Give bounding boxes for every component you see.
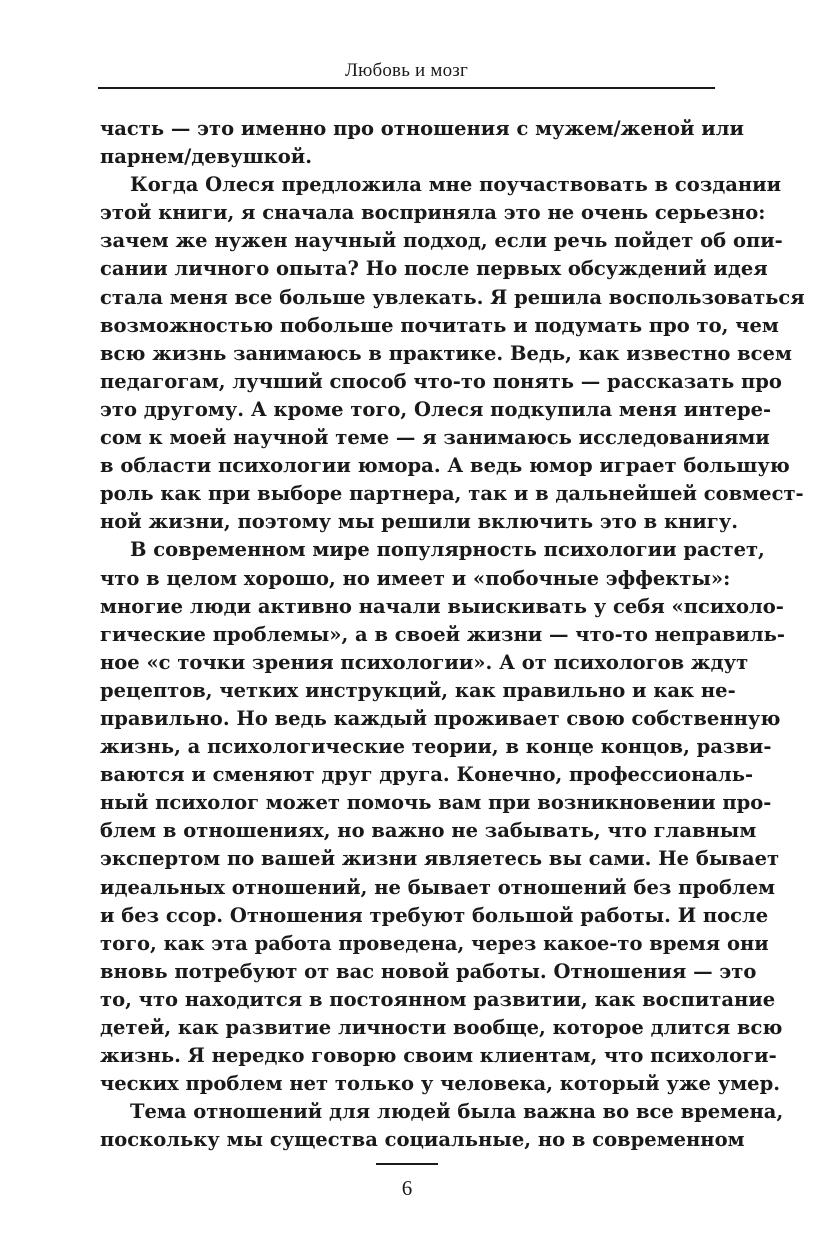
text-line: в области психологии юмора. А ведь юмор играет большую — [100, 454, 790, 478]
text-line: идеальных отношений, не бывает отношений без проблем — [100, 875, 776, 899]
running-head: Любовь и мозг — [345, 60, 468, 81]
text-line: экспертом по вашей жизни являетесь вы сами. Не бывает — [100, 847, 780, 871]
text-line: ной жизни, поэтому мы решили включить это в книгу. — [100, 510, 738, 534]
text-line: стала меня все больше увлекать. Я решила воспользоваться — [100, 285, 805, 309]
text-line: поскольку мы существа социальные, но в современном — [100, 1128, 745, 1152]
text-line: Когда Олеся предложила мне поучаствовать в создании — [130, 173, 782, 197]
text-line: парнем/девушкой. — [100, 145, 313, 169]
text-line: вновь потребуют от вас новой работы. Отношения — это — [100, 959, 757, 983]
text-line: всю жизнь занимаюсь в практике. Ведь, как известно всем — [100, 341, 792, 365]
text-line: ный психолог может помочь вам при возникновении про- — [100, 791, 772, 815]
header-rule — [98, 87, 715, 89]
text-line: правильно. Но ведь каждый проживает свою собственную — [100, 706, 781, 730]
text-line: ваются и сменяют друг друга. Конечно, профессиональ- — [100, 763, 754, 787]
text-line: жизнь. Я нередко говорю своим клиентам, что психологи- — [100, 1044, 777, 1068]
text-line: жизнь, а психологические теории, в конце концов, разви- — [100, 735, 772, 759]
body-text — [100, 115, 805, 1154]
text-line: то, что находится в постоянном развитии, как воспитание — [100, 987, 776, 1011]
text-line: что в целом хорошо, но имеет и «побочные эффекты»: — [100, 566, 731, 590]
text-line: ное «с точки зрения психологии». А от психологов ждут — [100, 650, 749, 674]
text-line: многие люди активно начали выискивать у себя «психоло- — [100, 594, 784, 618]
text-line: педагогам, лучший способ что-то понять — рассказать про — [100, 369, 782, 393]
text-line: зачем же нужен научный подход, если речь пойдет об опи- — [100, 229, 783, 253]
footer-rule — [376, 1163, 438, 1165]
text-line: роль как при выборе партнера, так и в дальнейшей совмест- — [100, 482, 804, 506]
text-line: сании личного опыта? Но после первых обсуждений идея — [100, 257, 768, 281]
text-line: В современном мире популярность психологии растет, — [130, 538, 765, 562]
text-line: часть — это именно про отношения с мужем/женой или — [100, 117, 744, 140]
text-line: ческих проблем нет только у человека, который уже умер. — [100, 1072, 781, 1096]
text-line: этой книги, я сначала восприняла это не очень серьезно: — [100, 201, 766, 225]
text-line: рецептов, четких инструкций, как правильно и как не- — [100, 678, 736, 702]
text-line: возможностью побольше почитать и подумать про то, чем — [100, 313, 779, 337]
text-line: это другому. А кроме того, Олеся подкупила меня интере- — [100, 397, 772, 421]
text-line: и без ссор. Отношения требуют большой работы. И после — [100, 903, 769, 927]
text-line: сом к моей научной теме — я занимаюсь исследованиями — [100, 426, 770, 450]
text-line: того, как эта работа проведена, через какое-то время они — [100, 931, 769, 955]
text-line: гические проблемы», а в своей жизни — что-то неправиль- — [100, 622, 785, 646]
text-line: детей, как развитие личности вообще, которое длится всю — [100, 1016, 783, 1039]
text-line: блем в отношениях, но важно не забывать, что главным — [100, 819, 757, 843]
page-number: 6 — [401, 1176, 413, 1200]
text-line: Тема отношений для людей была важна во все времена, — [130, 1100, 784, 1124]
